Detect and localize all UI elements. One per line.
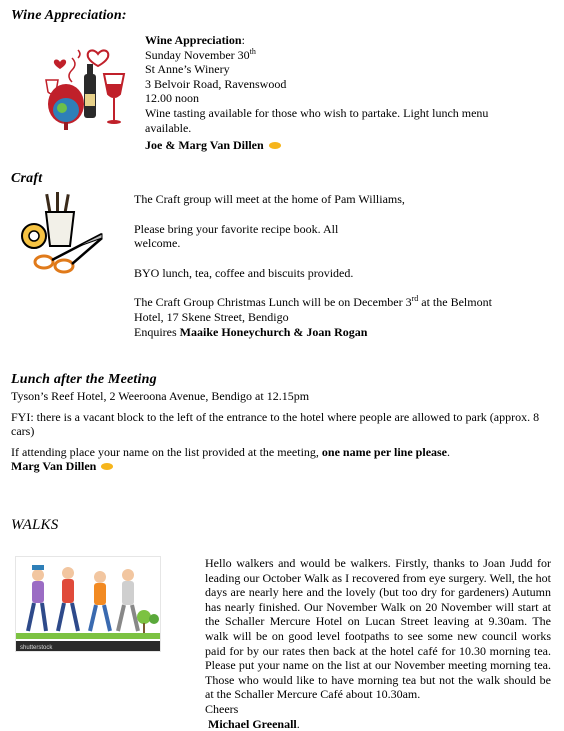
lunch-heading: Lunch after the Meeting xyxy=(11,372,157,387)
lunch-contact: Marg Van Dillen xyxy=(11,459,97,474)
craft-scissors-illustration xyxy=(14,190,106,276)
craft-xmas xyxy=(134,295,524,324)
walks-signoff: Cheers xyxy=(205,701,239,716)
wine-venue: St Anne’s Winery xyxy=(145,62,230,77)
craft-line1: The Craft group will meet at the home of Pam Williams, xyxy=(134,192,405,206)
wine-contact: Joe & Marg Van Dillen xyxy=(145,138,264,153)
walks-heading: WALKS xyxy=(11,517,59,533)
wine-address: 3 Belvoir Road, Ravenswood xyxy=(145,76,287,91)
smiley-icon xyxy=(101,463,113,470)
wine-note: Wine tasting available for those who wish to partake. Light lunch menu available. xyxy=(145,105,489,135)
lunch-fyi: FYI: there is a vacant block to the left of the entrance to the hotel where people are allowed to park (approx. 8 cars) xyxy=(11,409,540,439)
lunch-details xyxy=(11,389,556,474)
craft-enquiries-names: Maaike Honeychurch & Joan Rogan xyxy=(179,324,368,339)
craft-xmas-sup: rd xyxy=(411,294,419,304)
walkers-icon xyxy=(16,557,160,651)
image-caption: shutterstock xyxy=(20,645,53,651)
walks-details xyxy=(205,556,551,731)
wine-glasses-icon xyxy=(38,44,130,132)
walks-signature: Michael Greenall xyxy=(208,716,297,731)
craft-heading: Craft xyxy=(11,171,43,186)
wine-glasses-illustration xyxy=(38,44,130,132)
craft-xmas-text: The Craft Group Christmas Lunch will be on December 3 xyxy=(134,295,412,310)
craft-enquiries-label: Enquires xyxy=(134,324,180,339)
lunch-attend-bold: one name per line please xyxy=(321,444,448,459)
wine-details xyxy=(145,33,525,153)
craft-line2: Please bring your favorite recipe book. All welcome. xyxy=(134,221,339,251)
wine-title-colon: : xyxy=(241,33,245,47)
craft-line3: BYO lunch, tea, coffee and biscuits provided. xyxy=(134,265,354,280)
scissors-icon xyxy=(14,190,106,276)
wine-heading: Wine Appreciation: xyxy=(11,8,127,23)
walks-body: Hello walkers and would be walkers. Firstly, thanks to Joan Judd for leading our October Walk as I recovered from eye surgery. Well, the hot days are nearly here and the lovely (but too dry for gardeners) Autumn has nearly finished. Our November Walk on 20 November will start at the Schaller Mercure Hotel on Lucan Street leaving at 9.30am. The walk will be on good level footpaths to see some new council works paid for by our rates then back at the hotel café for 10.30 morning tea. Please put your name on the list at our November meeting morning tea. Those who would like to have morning tea but not the walk should be at the Schaller Mercure Café about 10.30am. xyxy=(205,556,551,702)
walks-signature-suffix: . xyxy=(296,716,300,731)
smiley-icon xyxy=(269,142,281,149)
lunch-attend-suffix: . xyxy=(447,444,451,459)
craft-details xyxy=(134,192,524,339)
wine-title: Wine Appreciation xyxy=(145,33,242,47)
craft-xmas-suffix: at the Belmont Hotel, 17 Skene Street, Bendigo xyxy=(134,295,492,324)
lunch-attend: If attending place your name on the list provided at the meeting, xyxy=(11,444,322,459)
wine-date: Sunday November 30 xyxy=(145,47,250,62)
lunch-venue: Tyson’s Reef Hotel, 2 Weeroona Avenue, Bendigo at 12.15pm xyxy=(11,389,310,403)
wine-time: 12.00 noon xyxy=(145,91,199,106)
wine-date-suffix: th xyxy=(249,46,256,56)
walkers-illustration xyxy=(15,556,161,652)
